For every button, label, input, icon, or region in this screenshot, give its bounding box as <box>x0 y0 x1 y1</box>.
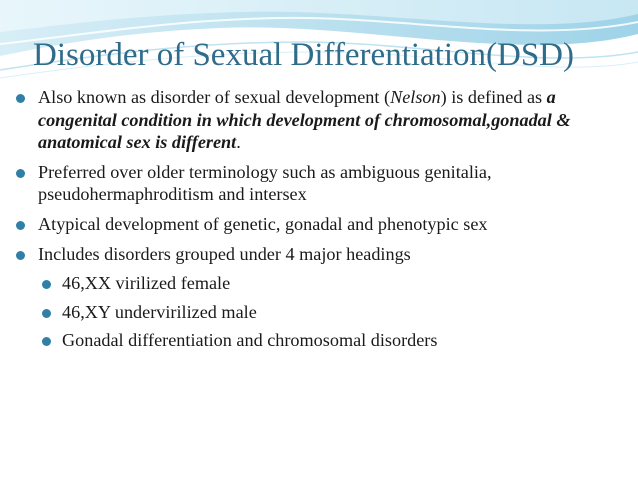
bullet-dot-icon <box>16 251 25 260</box>
bullet-text: Preferred over older terminology such as ambiguous genitalia, pseudohermaphroditism and intersex <box>38 161 492 205</box>
sub-bullet-text: 46,XY undervirilized male <box>62 301 257 322</box>
bullet-item-definition <box>14 86 574 154</box>
sub-bullet-text: 46,XX virilized female <box>62 273 231 294</box>
bullet-dot-icon <box>16 94 25 103</box>
bullet-text-mid: ) is defined as <box>440 87 547 107</box>
sub-bullet-text: Gonadal differentiation and chromosomal disorders <box>62 330 438 351</box>
slide-body <box>14 86 574 358</box>
slide-title: Disorder of Sexual Differentiation(DSD) <box>33 37 575 73</box>
sub-bullet-item <box>14 329 574 352</box>
sub-bullet-item <box>14 272 574 295</box>
bullet-dot-icon <box>16 169 25 178</box>
bullet-text: Atypical development of genetic, gonadal and phenotypic sex <box>38 213 488 234</box>
bullet-text-end: . <box>236 132 241 153</box>
bullet-dot-icon <box>16 221 25 230</box>
bullet-dot-icon <box>42 309 51 318</box>
bullet-item-terminology <box>14 161 574 206</box>
bullet-text: Includes disorders grouped under 4 major headings <box>38 243 411 264</box>
bullet-dot-icon <box>42 280 51 289</box>
bullet-item-atypical-development <box>14 213 574 236</box>
reference-source: Nelson <box>390 87 441 107</box>
sub-bullet-item <box>14 301 574 324</box>
bullet-item-major-headings <box>14 243 574 266</box>
bullet-dot-icon <box>42 337 51 346</box>
bullet-text-pre: Also known as disorder of sexual development ( <box>38 87 391 107</box>
definition-emphasis: a congenital condition in which development of chromosomal,gonadal & anatomical sex is different <box>38 87 571 153</box>
